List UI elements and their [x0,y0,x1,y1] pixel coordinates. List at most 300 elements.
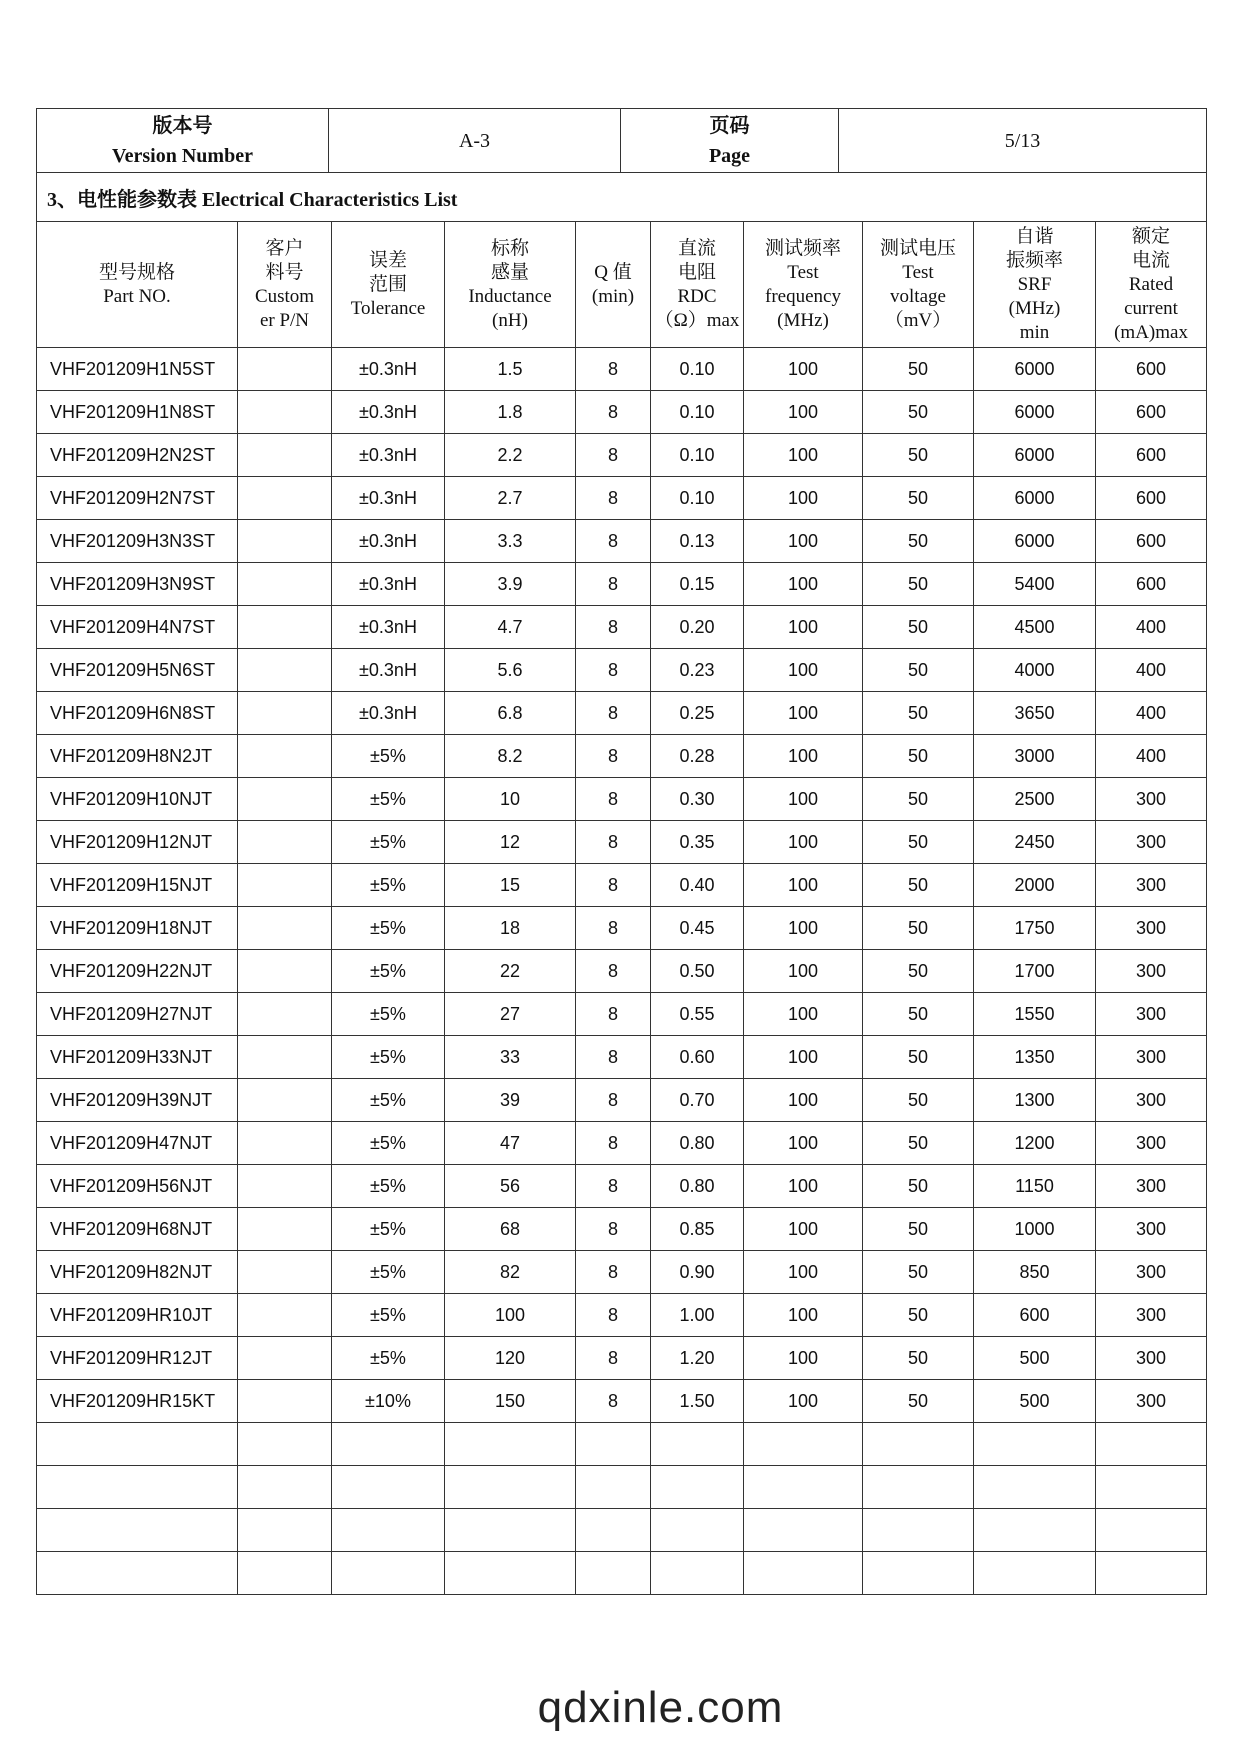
cell-q-min: 8 [576,477,651,520]
cell-tolerance: ±0.3nH [332,434,445,477]
version-label-cell [37,109,329,173]
column-header-line: 电流 [1132,249,1171,271]
cell-srf-min: 1350 [974,1036,1096,1079]
column-header-q-min [576,222,651,348]
cell-customer-pn [238,1036,332,1079]
cell-q-min: 8 [576,993,651,1036]
cell-srf-min: 6000 [974,477,1096,520]
table-row [37,477,1207,520]
cell-test-frequency: 100 [744,348,863,391]
column-header-srf-min [974,222,1096,348]
cell-customer-pn [238,993,332,1036]
cell-part-no: VHF201209H1N5ST [37,348,238,391]
cell-q-min: 8 [576,391,651,434]
column-header-line: Tolerance [350,297,426,319]
cell-test-frequency: 100 [744,821,863,864]
cell-customer-pn [238,1337,332,1380]
cell-rated-current: 600 [1096,434,1207,477]
cell-q-min [576,1423,651,1466]
cell-rdc-max: 0.10 [651,391,744,434]
cell-rdc-max: 0.20 [651,606,744,649]
cell-rdc-max: 0.50 [651,950,744,993]
table-row [37,821,1207,864]
column-header-line: （Ω）max [654,309,740,331]
cell-tolerance: ±0.3nH [332,477,445,520]
cell-customer-pn [238,778,332,821]
cell-rdc-max: 0.10 [651,477,744,520]
cell-test-frequency [744,1552,863,1595]
cell-test-frequency [744,1509,863,1552]
cell-q-min: 8 [576,1079,651,1122]
cell-customer-pn [238,821,332,864]
table-row [37,735,1207,778]
cell-test-frequency: 100 [744,1380,863,1423]
cell-q-min: 8 [576,821,651,864]
cell-rated-current: 400 [1096,735,1207,778]
cell-tolerance: ±0.3nH [332,692,445,735]
cell-test-voltage: 50 [863,1294,974,1337]
cell-tolerance: ±5% [332,1165,445,1208]
cell-part-no: VHF201209HR12JT [37,1337,238,1380]
column-header-line: RDC [677,285,717,307]
version-header-table [36,108,1207,173]
cell-part-no: VHF201209H2N2ST [37,434,238,477]
cell-customer-pn [238,477,332,520]
table-row [37,864,1207,907]
cell-tolerance [332,1552,445,1595]
cell-test-frequency: 100 [744,520,863,563]
cell-part-no: VHF201209H33NJT [37,1036,238,1079]
version-label-cn: 版本号 [152,114,213,137]
cell-rdc-max [651,1423,744,1466]
table-row [37,907,1207,950]
cell-tolerance: ±5% [332,1337,445,1380]
cell-customer-pn [238,1079,332,1122]
cell-rated-current [1096,1552,1207,1595]
cell-srf-min: 1550 [974,993,1096,1036]
cell-part-no: VHF201209H10NJT [37,778,238,821]
cell-rated-current: 300 [1096,1208,1207,1251]
cell-q-min: 8 [576,778,651,821]
cell-srf-min [974,1423,1096,1466]
table-row [37,348,1207,391]
cell-test-voltage: 50 [863,391,974,434]
cell-rdc-max: 1.50 [651,1380,744,1423]
cell-inductance [445,1552,576,1595]
cell-part-no: VHF201209H6N8ST [37,692,238,735]
cell-test-frequency: 100 [744,1036,863,1079]
cell-customer-pn [238,649,332,692]
cell-test-frequency: 100 [744,649,863,692]
cell-test-voltage: 50 [863,434,974,477]
cell-rdc-max [651,1552,744,1595]
cell-rated-current: 300 [1096,864,1207,907]
cell-q-min: 8 [576,1380,651,1423]
cell-rdc-max: 0.80 [651,1165,744,1208]
cell-part-no: VHF201209HR15KT [37,1380,238,1423]
table-row [37,1208,1207,1251]
column-header-line: 测试频率 [764,237,841,259]
cell-test-voltage: 50 [863,1380,974,1423]
cell-test-frequency: 100 [744,606,863,649]
cell-rdc-max: 0.30 [651,778,744,821]
column-header-line: voltage [890,285,946,307]
table-row [37,434,1207,477]
cell-test-voltage: 50 [863,993,974,1036]
cell-test-voltage: 50 [863,606,974,649]
cell-q-min: 8 [576,606,651,649]
cell-tolerance: ±0.3nH [332,606,445,649]
column-header-rdc-max [651,222,744,348]
table-row [37,1036,1207,1079]
cell-test-voltage: 50 [863,907,974,950]
cell-customer-pn [238,1294,332,1337]
cell-inductance: 3.3 [445,520,576,563]
cell-q-min [576,1466,651,1509]
cell-part-no [37,1552,238,1595]
cell-part-no: VHF201209H22NJT [37,950,238,993]
cell-test-voltage: 50 [863,649,974,692]
cell-tolerance: ±5% [332,1079,445,1122]
cell-customer-pn [238,1509,332,1552]
section-title: 3、电性能参数表 Electrical Characteristics List [37,173,1207,222]
cell-test-frequency: 100 [744,1294,863,1337]
cell-test-frequency: 100 [744,735,863,778]
cell-q-min: 8 [576,1122,651,1165]
cell-inductance: 47 [445,1122,576,1165]
cell-q-min: 8 [576,520,651,563]
cell-test-frequency [744,1466,863,1509]
cell-test-frequency: 100 [744,434,863,477]
cell-inductance: 39 [445,1079,576,1122]
table-row [37,692,1207,735]
column-header-row [37,222,1207,348]
cell-part-no [37,1466,238,1509]
column-header-line: 客户 [265,237,304,259]
table-row [37,950,1207,993]
cell-customer-pn [238,864,332,907]
cell-test-voltage: 50 [863,1079,974,1122]
cell-rated-current [1096,1466,1207,1509]
cell-part-no: VHF201209H15NJT [37,864,238,907]
cell-q-min: 8 [576,1208,651,1251]
column-header-line: 额定 [1132,225,1171,247]
cell-part-no: VHF201209H1N8ST [37,391,238,434]
cell-rated-current: 300 [1096,1122,1207,1165]
cell-inductance [445,1423,576,1466]
cell-q-min: 8 [576,1165,651,1208]
column-header-line: 范围 [368,273,407,295]
cell-inductance: 100 [445,1294,576,1337]
cell-customer-pn [238,1466,332,1509]
cell-test-frequency: 100 [744,1122,863,1165]
cell-inductance [445,1509,576,1552]
cell-inductance: 18 [445,907,576,950]
cell-tolerance: ±5% [332,1251,445,1294]
cell-rdc-max: 0.85 [651,1208,744,1251]
cell-q-min: 8 [576,1251,651,1294]
table-row [37,1337,1207,1380]
cell-test-frequency: 100 [744,864,863,907]
page-label-cn: 页码 [709,114,750,137]
column-header-line: (MHz) [777,309,829,331]
table-row [37,1380,1207,1423]
cell-rated-current: 300 [1096,1337,1207,1380]
cell-rdc-max: 0.70 [651,1079,744,1122]
cell-srf-min: 4000 [974,649,1096,692]
cell-inductance: 8.2 [445,735,576,778]
cell-inductance: 5.6 [445,649,576,692]
table-row [37,1079,1207,1122]
cell-rated-current [1096,1423,1207,1466]
column-header-line: (MHz) [1008,297,1061,319]
cell-rdc-max: 0.15 [651,563,744,606]
cell-inductance: 27 [445,993,576,1036]
cell-srf-min: 1150 [974,1165,1096,1208]
cell-test-voltage [863,1552,974,1595]
cell-tolerance [332,1466,445,1509]
cell-q-min: 8 [576,649,651,692]
cell-customer-pn [238,692,332,735]
cell-customer-pn [238,1165,332,1208]
cell-test-voltage: 50 [863,1337,974,1380]
cell-q-min [576,1509,651,1552]
cell-customer-pn [238,391,332,434]
cell-customer-pn [238,1380,332,1423]
cell-part-no: VHF201209H39NJT [37,1079,238,1122]
cell-rdc-max: 0.90 [651,1251,744,1294]
cell-inductance: 1.5 [445,348,576,391]
cell-test-frequency: 100 [744,563,863,606]
cell-rdc-max [651,1509,744,1552]
cell-rated-current: 300 [1096,1294,1207,1337]
cell-tolerance: ±0.3nH [332,348,445,391]
cell-inductance: 12 [445,821,576,864]
cell-test-frequency: 100 [744,391,863,434]
cell-customer-pn [238,348,332,391]
column-header-tolerance [332,222,445,348]
column-header-line: Part NO. [103,285,171,307]
cell-rated-current: 300 [1096,1380,1207,1423]
cell-srf-min: 500 [974,1337,1096,1380]
cell-q-min: 8 [576,735,651,778]
column-header-customer-pn [238,222,332,348]
table-row [37,1165,1207,1208]
cell-rated-current: 600 [1096,477,1207,520]
cell-inductance: 15 [445,864,576,907]
cell-test-voltage: 50 [863,1122,974,1165]
cell-test-voltage: 50 [863,520,974,563]
cell-rated-current: 300 [1096,1251,1207,1294]
cell-srf-min: 3000 [974,735,1096,778]
cell-rated-current: 600 [1096,348,1207,391]
cell-tolerance: ±5% [332,735,445,778]
cell-test-voltage [863,1423,974,1466]
cell-srf-min: 850 [974,1251,1096,1294]
table-row [37,649,1207,692]
cell-test-voltage: 50 [863,1251,974,1294]
cell-inductance: 2.7 [445,477,576,520]
table-row [37,1466,1207,1509]
cell-tolerance: ±0.3nH [332,563,445,606]
cell-srf-min: 4500 [974,606,1096,649]
cell-srf-min: 500 [974,1380,1096,1423]
cell-test-frequency: 100 [744,477,863,520]
cell-customer-pn [238,520,332,563]
cell-rdc-max: 0.25 [651,692,744,735]
cell-rdc-max: 0.13 [651,520,744,563]
cell-rated-current: 400 [1096,692,1207,735]
cell-customer-pn [238,606,332,649]
cell-rdc-max: 0.45 [651,907,744,950]
cell-tolerance: ±5% [332,993,445,1036]
column-header-line: 振频率 [1005,249,1063,271]
cell-tolerance: ±5% [332,1122,445,1165]
column-header-inductance [445,222,576,348]
document-sheet [36,108,1206,1595]
cell-test-frequency: 100 [744,993,863,1036]
cell-tolerance [332,1509,445,1552]
cell-srf-min: 6000 [974,348,1096,391]
cell-part-no: VHF201209H3N3ST [37,520,238,563]
cell-test-frequency: 100 [744,1251,863,1294]
cell-rated-current [1096,1509,1207,1552]
table-row [37,520,1207,563]
column-header-test-frequency [744,222,863,348]
cell-q-min: 8 [576,864,651,907]
column-header-line: (min) [591,285,635,307]
cell-rdc-max: 0.60 [651,1036,744,1079]
table-body [37,348,1207,1595]
cell-inductance: 10 [445,778,576,821]
cell-srf-min: 2500 [974,778,1096,821]
cell-test-frequency: 100 [744,907,863,950]
cell-tolerance: ±0.3nH [332,520,445,563]
cell-test-frequency: 100 [744,1165,863,1208]
cell-rdc-max: 0.40 [651,864,744,907]
column-header-line: 料号 [265,261,304,283]
cell-rdc-max: 0.10 [651,434,744,477]
cell-srf-min: 1300 [974,1079,1096,1122]
table-row [37,563,1207,606]
cell-rated-current: 400 [1096,606,1207,649]
page-value: 5/13 [839,109,1207,173]
cell-inductance: 120 [445,1337,576,1380]
cell-srf-min: 5400 [974,563,1096,606]
cell-part-no: VHF201209H27NJT [37,993,238,1036]
column-header-line: 直流 [677,237,716,259]
cell-q-min: 8 [576,434,651,477]
cell-test-frequency: 100 [744,1208,863,1251]
cell-tolerance: ±5% [332,1294,445,1337]
cell-part-no [37,1423,238,1466]
column-header-line: Test [902,261,934,283]
cell-test-voltage: 50 [863,1208,974,1251]
cell-customer-pn [238,1251,332,1294]
cell-test-voltage: 50 [863,348,974,391]
footer-watermark [0,1683,1241,1733]
cell-part-no: VHF201209H82NJT [37,1251,238,1294]
cell-rated-current: 300 [1096,1165,1207,1208]
column-header-part-no [37,222,238,348]
cell-rdc-max: 0.55 [651,993,744,1036]
column-header-rated-current [1096,222,1207,348]
cell-part-no: VHF201209HR10JT [37,1294,238,1337]
cell-tolerance: ±5% [332,1036,445,1079]
cell-test-voltage: 50 [863,778,974,821]
cell-test-voltage: 50 [863,735,974,778]
column-header-line: Rated [1128,273,1174,295]
column-header-line: 测试电压 [879,237,956,259]
cell-srf-min [974,1552,1096,1595]
cell-inductance: 82 [445,1251,576,1294]
table-row [37,1294,1207,1337]
cell-rdc-max: 1.20 [651,1337,744,1380]
cell-q-min: 8 [576,692,651,735]
table-row [37,391,1207,434]
column-header-line: 误差 [368,249,407,271]
cell-srf-min: 1750 [974,907,1096,950]
cell-part-no: VHF201209H8N2JT [37,735,238,778]
table-row [37,1122,1207,1165]
table-row [37,1509,1207,1552]
cell-q-min [576,1552,651,1595]
cell-tolerance [332,1423,445,1466]
cell-q-min: 8 [576,1294,651,1337]
cell-test-voltage: 50 [863,864,974,907]
cell-srf-min: 600 [974,1294,1096,1337]
cell-customer-pn [238,950,332,993]
column-header-line: 型号规格 [98,261,175,283]
column-header-line: (nH) [492,309,528,331]
cell-q-min: 8 [576,907,651,950]
cell-tolerance: ±0.3nH [332,391,445,434]
page-label-en: Page [708,144,751,167]
cell-part-no: VHF201209H56NJT [37,1165,238,1208]
cell-inductance: 33 [445,1036,576,1079]
cell-srf-min: 6000 [974,391,1096,434]
cell-test-frequency: 100 [744,950,863,993]
cell-tolerance: ±5% [332,864,445,907]
cell-test-frequency: 100 [744,1337,863,1380]
column-header-line: 自谐 [1015,225,1054,247]
cell-srf-min [974,1509,1096,1552]
cell-tolerance: ±5% [332,821,445,864]
table-row [37,1552,1207,1595]
cell-tolerance: ±10% [332,1380,445,1423]
cell-inductance: 68 [445,1208,576,1251]
cell-rdc-max: 1.00 [651,1294,744,1337]
cell-rdc-max: 0.28 [651,735,744,778]
cell-rdc-max: 0.35 [651,821,744,864]
cell-customer-pn [238,907,332,950]
cell-customer-pn [238,1552,332,1595]
column-header-line: Inductance [468,285,552,307]
table-row [37,993,1207,1036]
cell-test-frequency: 100 [744,1079,863,1122]
cell-inductance: 3.9 [445,563,576,606]
page-label-cell [621,109,839,173]
cell-inductance [445,1466,576,1509]
column-header-line: min [1019,321,1050,343]
cell-customer-pn [238,434,332,477]
cell-srf-min [974,1466,1096,1509]
cell-customer-pn [238,735,332,778]
cell-part-no: VHF201209H18NJT [37,907,238,950]
cell-tolerance: ±0.3nH [332,649,445,692]
cell-rated-current: 300 [1096,1079,1207,1122]
footer-text: qdxinle.com [537,1683,784,1732]
